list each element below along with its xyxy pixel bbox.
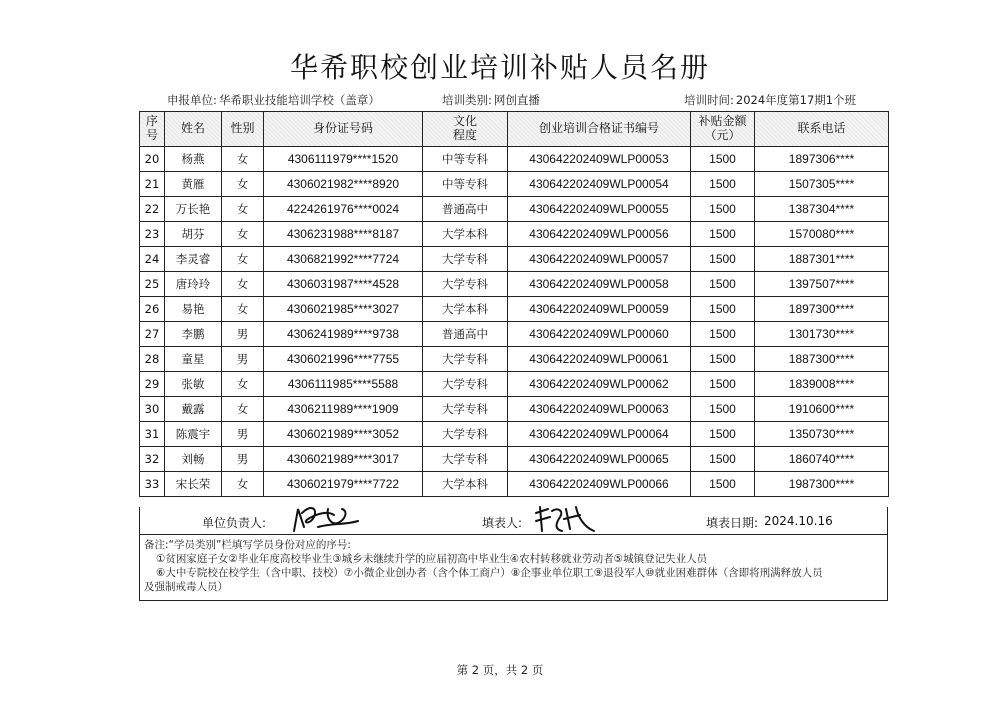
cell-phone: 1910600**** <box>755 397 889 422</box>
cell-amount: 1500 <box>691 447 755 472</box>
cell-amount: 1500 <box>691 222 755 247</box>
cell-education: 大学专科 <box>423 272 508 297</box>
roster-body <box>140 147 889 497</box>
cell-name: 刘畅 <box>165 447 222 472</box>
cell-amount: 1500 <box>691 197 755 222</box>
cell-amount: 1500 <box>691 347 755 372</box>
cell-seq: 21 <box>140 172 165 197</box>
cell-id: 4306821992****7724 <box>264 247 423 272</box>
cell-gender: 女 <box>222 197 264 222</box>
cell-certificate: 430642202409WLP00053 <box>508 147 691 172</box>
table-row <box>140 247 889 272</box>
fill-date-label: 填表日期: <box>706 516 759 530</box>
cell-id: 4306021982****8920 <box>264 172 423 197</box>
cell-phone: 1897306**** <box>755 147 889 172</box>
cell-education: 大学本科 <box>423 222 508 247</box>
cell-phone: 1897300**** <box>755 297 889 322</box>
training-time-label: 培训时间: <box>684 93 734 107</box>
cell-certificate: 430642202409WLP00063 <box>508 397 691 422</box>
cell-seq: 22 <box>140 197 165 222</box>
cell-education: 中等专科 <box>423 147 508 172</box>
applicant-unit-value: 华希职业技能培训学校（盖章） <box>218 93 380 107</box>
cell-certificate: 430642202409WLP00054 <box>508 172 691 197</box>
cell-phone: 1507305**** <box>755 172 889 197</box>
cell-name: 李灵睿 <box>165 247 222 272</box>
cell-gender: 男 <box>222 422 264 447</box>
cell-certificate: 430642202409WLP00057 <box>508 247 691 272</box>
cell-name: 唐玲玲 <box>165 272 222 297</box>
cell-gender: 男 <box>222 322 264 347</box>
cell-id: 4306021989****3017 <box>264 447 423 472</box>
cell-id: 4306021989****3052 <box>264 422 423 447</box>
cell-seq: 26 <box>140 297 165 322</box>
cell-seq: 31 <box>140 422 165 447</box>
training-category-value: 网创直播 <box>493 93 540 107</box>
training-time <box>684 92 856 108</box>
notes-line: 及强制戒毒人员） <box>144 581 228 593</box>
cell-phone: 1839008**** <box>755 372 889 397</box>
cell-amount: 1500 <box>691 247 755 272</box>
cell-education: 大学专科 <box>423 372 508 397</box>
cell-certificate: 430642202409WLP00058 <box>508 272 691 297</box>
cell-certificate: 430642202409WLP00060 <box>508 322 691 347</box>
cell-amount: 1500 <box>691 147 755 172</box>
cell-certificate: 430642202409WLP00056 <box>508 222 691 247</box>
cell-education: 大学专科 <box>423 247 508 272</box>
cell-gender: 男 <box>222 447 264 472</box>
cell-seq: 20 <box>140 147 165 172</box>
cell-id: 4306021985****3027 <box>264 297 423 322</box>
cell-gender: 女 <box>222 372 264 397</box>
cell-certificate: 430642202409WLP00059 <box>508 297 691 322</box>
cell-name: 宋长荣 <box>165 472 222 497</box>
cell-phone: 1301730**** <box>755 322 889 347</box>
notes-block <box>139 535 888 601</box>
header-certificate: 创业培训合格证书编号 <box>508 112 691 147</box>
cell-gender: 女 <box>222 272 264 297</box>
cell-education: 中等专科 <box>423 172 508 197</box>
notes-line: 备注:“学员类别”栏填写学员身份对应的序号: <box>144 539 351 551</box>
training-category <box>442 92 540 108</box>
cell-id: 4306241989****9738 <box>264 322 423 347</box>
cell-seq: 33 <box>140 472 165 497</box>
table-row <box>140 322 889 347</box>
cell-id: 4306231988****8187 <box>264 222 423 247</box>
cell-gender: 男 <box>222 347 264 372</box>
cell-id: 4306021979****7722 <box>264 472 423 497</box>
cell-seq: 27 <box>140 322 165 347</box>
document-title: 华希职校创业培训补贴人员名册 <box>289 51 710 84</box>
cell-amount: 1500 <box>691 397 755 422</box>
cell-name: 张敏 <box>165 372 222 397</box>
notes-line: ⑥大中专院校在校学生（含中职、技校）⑦小微企业创办者（含个体工商户）⑧企事业单位职工⑨退役军人⑩就业困难群体（含即将刑满释放人员 <box>156 567 823 579</box>
leader-label: 单位负责人: <box>202 516 267 530</box>
cell-amount: 1500 <box>691 272 755 297</box>
cell-seq: 32 <box>140 447 165 472</box>
cell-certificate: 430642202409WLP00066 <box>508 472 691 497</box>
cell-gender: 女 <box>222 472 264 497</box>
training-time-value: 2024年度第17期1个班 <box>735 93 857 107</box>
cell-gender: 女 <box>222 172 264 197</box>
cell-name: 黄雁 <box>165 172 222 197</box>
cell-phone: 1860740**** <box>755 447 889 472</box>
cell-amount: 1500 <box>691 322 755 347</box>
header-id: 身份证号码 <box>264 112 423 147</box>
cell-gender: 女 <box>222 147 264 172</box>
cell-amount: 1500 <box>691 372 755 397</box>
cell-certificate: 430642202409WLP00065 <box>508 447 691 472</box>
table-row <box>140 222 889 247</box>
filler-signature <box>532 503 598 535</box>
cell-id: 4306111979****1520 <box>264 147 423 172</box>
cell-education: 大学专科 <box>423 397 508 422</box>
cell-phone: 1887301**** <box>755 247 889 272</box>
cell-name: 杨燕 <box>165 147 222 172</box>
header-amount: 补贴金额 （元） <box>691 112 755 147</box>
cell-certificate: 430642202409WLP00061 <box>508 347 691 372</box>
table-row <box>140 147 889 172</box>
cell-education: 大学专科 <box>423 422 508 447</box>
cell-name: 童星 <box>165 347 222 372</box>
page-number: 第 2 页，共 2 页 <box>456 663 544 677</box>
fill-date-value: 2024.10.16 <box>764 514 833 528</box>
training-category-label: 培训类别: <box>442 93 492 107</box>
table-row <box>140 272 889 297</box>
applicant-unit-label: 申报单位: <box>167 93 217 107</box>
filler-label: 填表人: <box>482 516 523 530</box>
cell-phone: 1350730**** <box>755 422 889 447</box>
cell-certificate: 430642202409WLP00062 <box>508 372 691 397</box>
cell-gender: 女 <box>222 247 264 272</box>
cell-education: 大学本科 <box>423 297 508 322</box>
cell-gender: 女 <box>222 222 264 247</box>
signature-row <box>139 507 888 535</box>
cell-seq: 24 <box>140 247 165 272</box>
cell-gender: 女 <box>222 297 264 322</box>
cell-phone: 1987300**** <box>755 472 889 497</box>
table-row <box>140 447 889 472</box>
cell-name: 陈震宇 <box>165 422 222 447</box>
cell-amount: 1500 <box>691 172 755 197</box>
cell-gender: 女 <box>222 397 264 422</box>
cell-name: 李鹏 <box>165 322 222 347</box>
cell-certificate: 430642202409WLP00064 <box>508 422 691 447</box>
header-gender: 性别 <box>222 112 264 147</box>
cell-name: 易艳 <box>165 297 222 322</box>
cell-id: 4306211989****1909 <box>264 397 423 422</box>
cell-id: 4306111985****5588 <box>264 372 423 397</box>
cell-id: 4224261976****0024 <box>264 197 423 222</box>
cell-seq: 28 <box>140 347 165 372</box>
table-row <box>140 472 889 497</box>
cell-id: 4306021996****7755 <box>264 347 423 372</box>
cell-certificate: 430642202409WLP00055 <box>508 197 691 222</box>
table-row <box>140 422 889 447</box>
cell-phone: 1397507**** <box>755 272 889 297</box>
cell-amount: 1500 <box>691 422 755 447</box>
table-header-row <box>140 112 889 147</box>
cell-seq: 29 <box>140 372 165 397</box>
cell-name: 胡芬 <box>165 222 222 247</box>
cell-phone: 1570080**** <box>755 222 889 247</box>
header-education: 文化 程度 <box>423 112 508 147</box>
cell-education: 大学本科 <box>423 472 508 497</box>
applicant-unit <box>167 92 380 108</box>
table-row <box>140 297 889 322</box>
table-row <box>140 172 889 197</box>
cell-phone: 1887300**** <box>755 347 889 372</box>
cell-amount: 1500 <box>691 297 755 322</box>
cell-seq: 25 <box>140 272 165 297</box>
notes-line: ①贫困家庭子女②毕业年度高校毕业生③城乡未继续升学的应届初高中毕业生④农村转移就业劳动者⑤城镇登记失业人员 <box>156 553 708 565</box>
cell-education: 普通高中 <box>423 322 508 347</box>
cell-name: 万长艳 <box>165 197 222 222</box>
cell-phone: 1387304**** <box>755 197 889 222</box>
cell-seq: 30 <box>140 397 165 422</box>
header-name: 姓名 <box>165 112 222 147</box>
leader-signature <box>288 501 368 535</box>
header-phone: 联系电话 <box>755 112 889 147</box>
table-row <box>140 397 889 422</box>
table-row <box>140 197 889 222</box>
cell-id: 4306031987****4528 <box>264 272 423 297</box>
cell-education: 普通高中 <box>423 197 508 222</box>
table-row <box>140 347 889 372</box>
table-row <box>140 372 889 397</box>
cell-education: 大学专科 <box>423 347 508 372</box>
roster-table <box>139 111 889 497</box>
cell-name: 戴露 <box>165 397 222 422</box>
cell-amount: 1500 <box>691 472 755 497</box>
cell-seq: 23 <box>140 222 165 247</box>
cell-education: 大学专科 <box>423 447 508 472</box>
header-seq: 序 号 <box>140 112 165 147</box>
